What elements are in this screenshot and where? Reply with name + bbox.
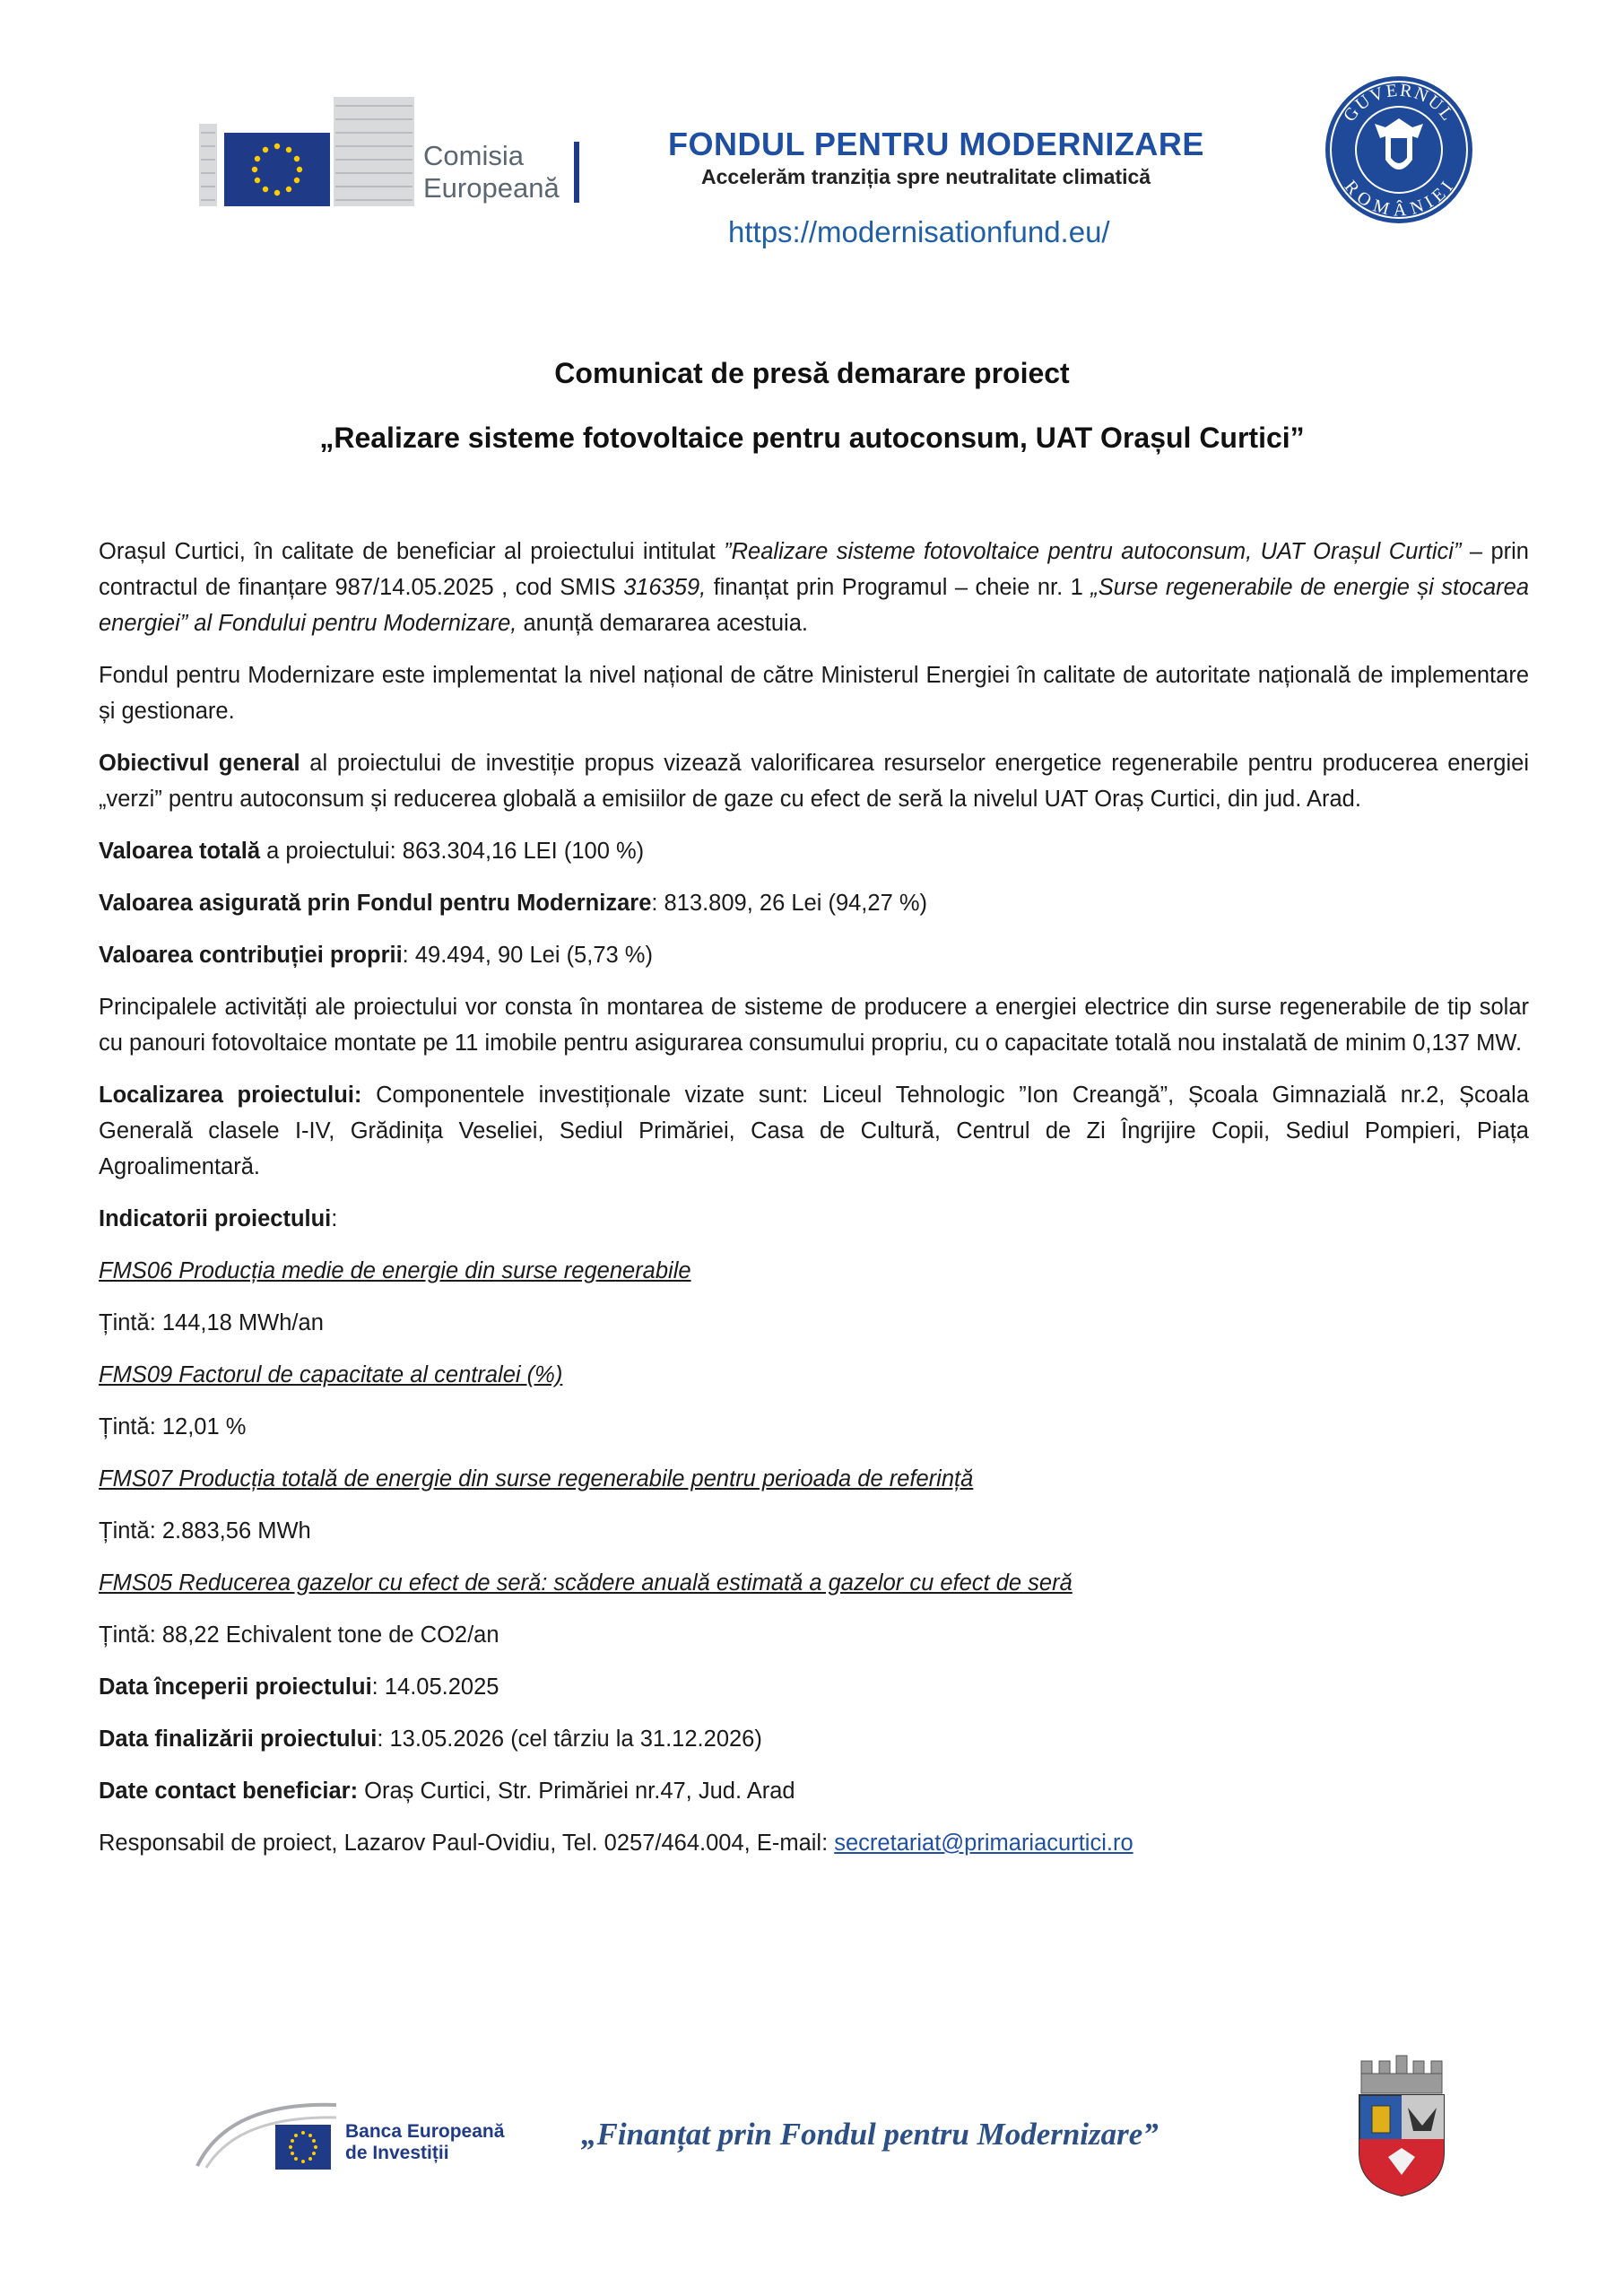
location-paragraph: [99, 1077, 1529, 1185]
seal-top-text: GUVERNUL: [1339, 80, 1459, 126]
press-release-body: [99, 534, 1529, 1877]
ec-divider: [574, 142, 579, 203]
own-contribution: [99, 937, 1529, 973]
indicator-target: Țintă: 88,22 Echivalent tone de CO2/an: [99, 1622, 499, 1648]
indicator-name: [99, 1253, 1529, 1289]
indicators-colon: :: [331, 1206, 338, 1231]
fund-subtitle: Accelerăm tranziția spre neutralitate climatică: [701, 165, 1151, 188]
indicator-fms05: FMS05 Reducerea gazelor cu efect de seră: scădere anuală estimată a gazelor cu efect de seră: [99, 1570, 1073, 1596]
total-value-text: a proiectului: 863.304,16 LEI (100 %): [260, 839, 645, 864]
responsible-text: Responsabil de proiect, Lazarov Paul-Ovidiu, Tel. 0257/464.004, E-mail:: [99, 1831, 835, 1856]
indicator-fms07: FMS07 Producția totală de energie din surse regenerabile pentru perioada de referință: [99, 1466, 974, 1492]
objective-paragraph: [99, 745, 1529, 817]
program-name: „Surse regenerabile de energie și stocarea energiei” al Fondului pentru Modernizare,: [99, 575, 1530, 636]
eib-label-line1: Banca Europeană: [345, 2121, 505, 2142]
indicators-label: Indicatorii proiectului: [99, 1206, 332, 1231]
indicators-heading: [99, 1201, 1529, 1237]
curtici-coat-of-arms-icon: [1352, 2054, 1451, 2197]
european-commission-logo: [199, 97, 585, 208]
fund-url-link[interactable]: https://modernisationfund.eu/: [728, 215, 1110, 248]
smis-code: 316359,: [623, 575, 707, 600]
indicator-target: Țintă: 2.883,56 MWh: [99, 1518, 311, 1544]
indicator-name: [99, 1565, 1529, 1601]
intro-ending: anunță demararea acestuia.: [517, 611, 808, 636]
objective-label: Obiectivul general: [99, 751, 300, 776]
fund-title: FONDUL PENTRU MODERNIZARE: [668, 126, 1204, 162]
location-text: Componentele investiționale vizate sunt: Liceul Tehnologic ”Ion Creangă”, Școala Gimnazială nr.2, Școala Generală clasele I-IV, Grădinița Veseliei, Sediul Primăriei, Casa de Cultură, Centrul de Zi Îngrijire Copii, Sediul Pompieri, Piața Agroalimentară.: [99, 1083, 1529, 1179]
own-contribution-label: Valoarea contribuției proprii: [99, 943, 403, 968]
indicator-name: [99, 1461, 1529, 1497]
eib-label: [345, 2121, 504, 2164]
start-date-value: : 14.05.2025: [371, 1674, 499, 1700]
government-seal-icon: [1323, 74, 1475, 226]
end-date-label: Data finalizării proiectului: [99, 1726, 378, 1752]
seal-bottom-text: ROMÂNIEI: [1340, 177, 1458, 221]
document-title: Comunicat de presă demarare proiect: [554, 357, 1070, 389]
responsible-person: [99, 1825, 1529, 1861]
fund-value-text: : 813.809, 26 Lei (94,27 %): [651, 891, 928, 916]
fund-value-label: Valoarea asigurată prin Fondul pentru Modernizare: [99, 891, 652, 916]
objective-text: al proiectului de investiție propus vizează valorificarea resurselor energetice regenerabile pentru producerea energiei „verzi” pentru autoconsum și reducerea globală a emisiilor de gaze cu efect de seră la nivelul UAT Oraș Curtici, din jud. Arad.: [99, 751, 1530, 812]
program-text: finanțat prin Programul – cheie nr. 1: [706, 575, 1091, 600]
project-name: ”Realizare sisteme fotovoltaice pentru autoconsum, UAT Orașul Curtici”: [724, 539, 1462, 564]
indicator-target: Țintă: 12,01 %: [99, 1414, 247, 1439]
intro-text: Orașul Curtici, în calitate de beneficiar al proiectului intitulat: [99, 539, 725, 564]
indicator-name: [99, 1357, 1529, 1393]
eib-emblem-icon: [193, 2094, 341, 2184]
indicator-fms09: FMS09 Factorul de capacitate al centralei (%): [99, 1362, 563, 1387]
activities-paragraph: Principalele activități ale proiectului vor consta în montarea de sisteme de producere a energiei electrice din surse regenerabile de tip solar cu panouri fotovoltaice montate pe 11 imobile pentru asigurarea consumului propriu, cu o capacitate totală nou instalată de minim 0,137 MW.: [99, 995, 1529, 1056]
contact-label: Date contact beneficiar:: [99, 1779, 359, 1804]
indicator-fms06: FMS06 Producția medie de energie din surse regenerabile: [99, 1258, 691, 1283]
total-value: [99, 833, 1529, 869]
indicator-target: Țintă: 144,18 MWh/an: [99, 1310, 324, 1335]
contact-text: Oraș Curtici, Str. Primăriei nr.47, Jud. Arad: [358, 1779, 795, 1804]
funding-slogan: „Finanțat prin Fondul pentru Modernizare”: [581, 2117, 1159, 2152]
ec-building-icon: [199, 97, 414, 208]
start-date-label: Data începerii proiectului: [99, 1674, 372, 1700]
eib-label-line2: de Investiții: [345, 2143, 449, 2163]
location-label: Localizarea proiectului:: [99, 1083, 362, 1108]
project-title: „Realizare sisteme fotovoltaice pentru autoconsum, UAT Orașul Curtici”: [319, 422, 1305, 454]
end-date: [99, 1721, 1529, 1757]
contract-text: – prin contractul de finanțare 987/14.05.2025 , cod SMIS: [99, 539, 1529, 600]
own-contribution-text: : 49.494, 90 Lei (5,73 %): [402, 943, 653, 968]
implementation-paragraph: Fondul pentru Modernizare este implementat la nivel național de către Ministerul Energiei în calitate de autoritate națională de implementare și gestionare.: [99, 663, 1529, 724]
fund-value: [99, 885, 1529, 921]
end-date-value: : 13.05.2026 (cel târziu la 31.12.2026): [377, 1726, 762, 1752]
total-value-label: Valoarea totală: [99, 839, 261, 864]
ec-label: Comisia Europeană: [423, 140, 560, 204]
start-date: [99, 1669, 1529, 1705]
beneficiary-contact: [99, 1773, 1529, 1809]
eib-logo: [193, 2094, 516, 2184]
email-link[interactable]: secretariat@primariacurtici.ro: [834, 1831, 1133, 1856]
intro-paragraph: [99, 534, 1529, 641]
